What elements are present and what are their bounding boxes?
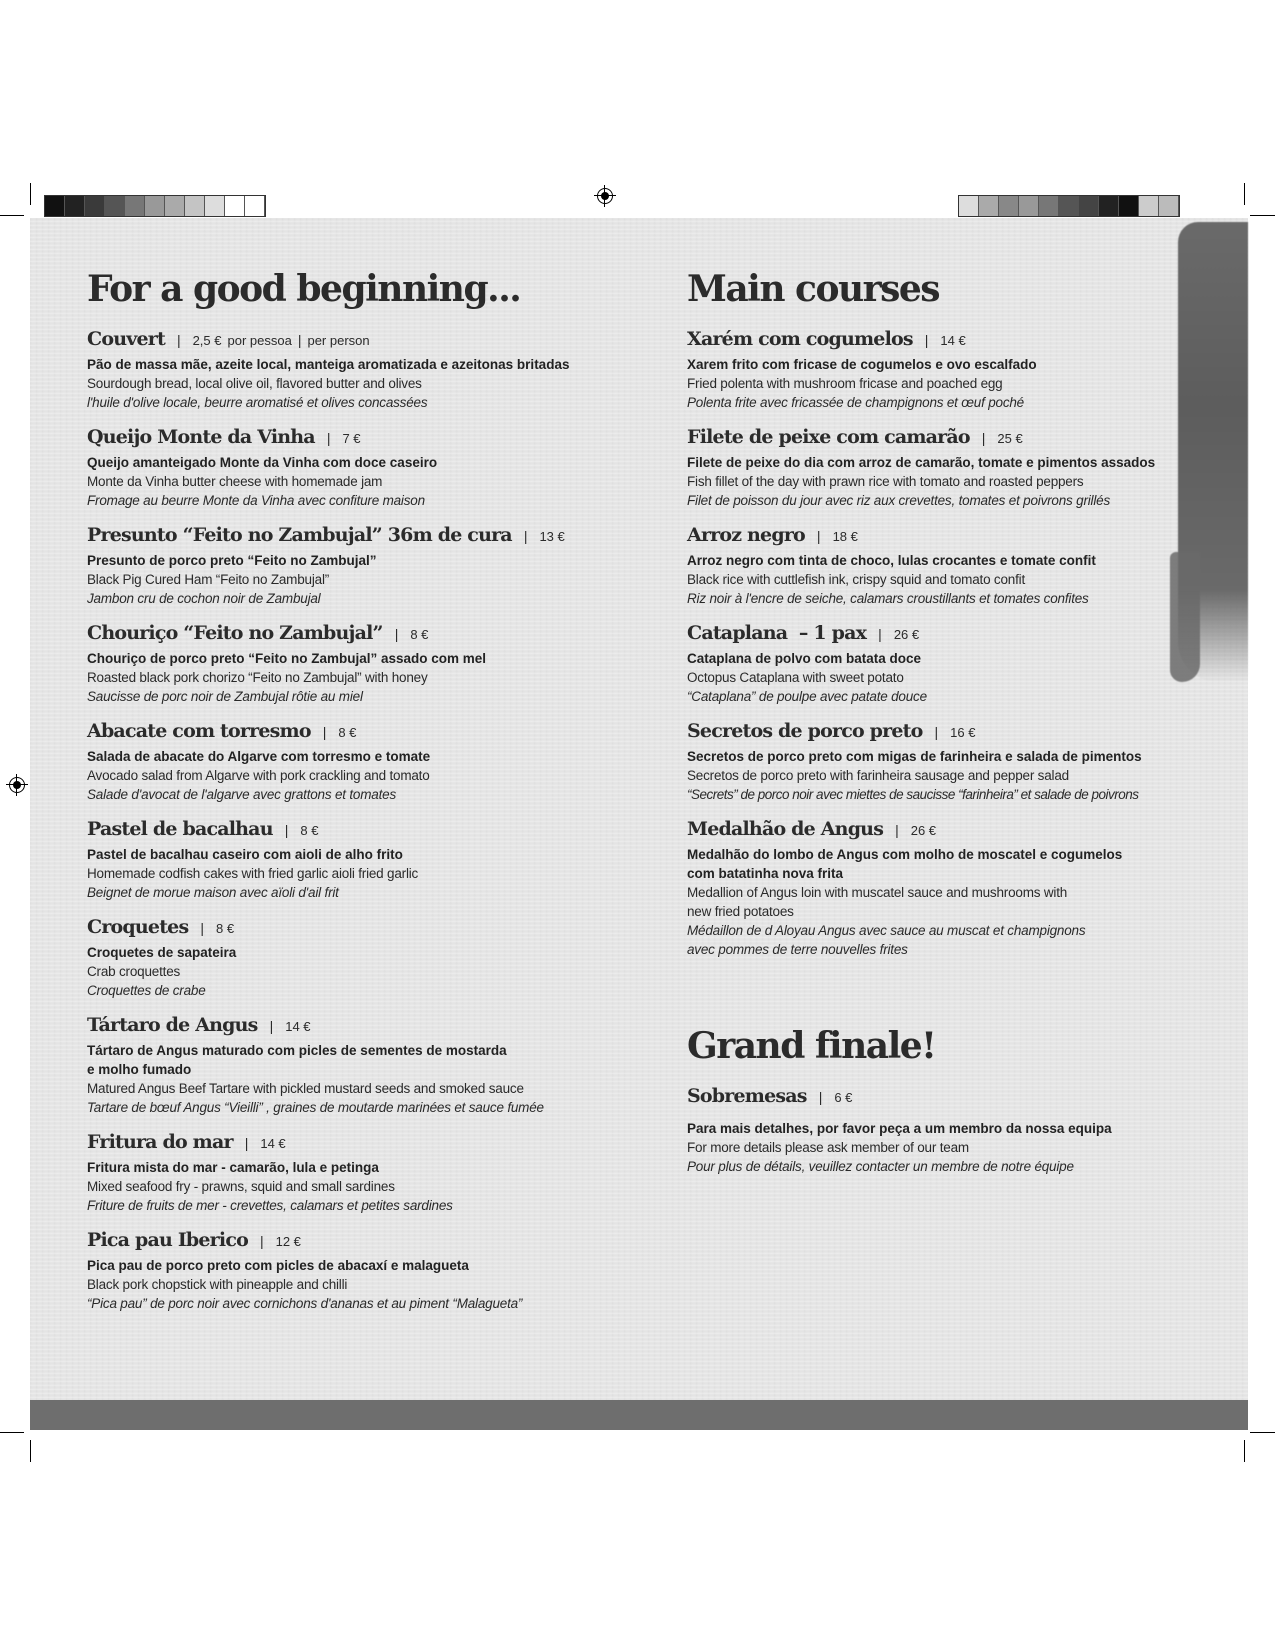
item-name: Cataplana – 1 pax <box>687 622 867 644</box>
item-name: Queijo Monte da Vinha <box>87 426 315 448</box>
crop-mark <box>1250 215 1275 216</box>
menu-item <box>687 818 1207 959</box>
description-en: Crab croquettes <box>87 964 181 979</box>
separator: | <box>895 822 899 838</box>
item-name: Fritura do mar <box>87 1131 233 1153</box>
menu-item <box>87 622 647 706</box>
menu-item <box>87 1229 647 1313</box>
menu-item <box>87 1014 647 1117</box>
description-en: Fried polenta with mushroom fricase and poached egg <box>687 376 1003 391</box>
description-pt-continued: e molho fumado <box>87 1062 192 1077</box>
item-price: 12 € <box>275 1234 301 1249</box>
description-fr: Pour plus de détails, veuillez contacter un membre de notre équipe <box>687 1159 1074 1174</box>
description-pt: Secretos de porco preto com migas de farinheira e salada de pimentos <box>687 749 1142 764</box>
description-pt-continued: com batatinha nova frita <box>687 866 844 881</box>
description-pt: Queijo amanteigado Monte da Vinha com doce caseiro <box>87 455 438 470</box>
description-en: Medallion of Angus loin with muscatel sauce and mushrooms with <box>687 885 1068 900</box>
separator: | <box>269 1018 274 1034</box>
description-pt: Fritura mista do mar - camarão, lula e petinga <box>87 1160 379 1175</box>
crop-mark <box>30 183 31 205</box>
description-fr: Salade d'avocat de l'algarve avec grattons et tomates <box>87 787 396 802</box>
item-price: 26 € <box>893 627 920 642</box>
description-en: Avocado salad from Algarve with pork crackling and tomato <box>87 768 430 783</box>
description-en: Matured Angus Beef Tartare with pickled mustard seeds and smoked sauce <box>87 1081 524 1096</box>
description-pt: Chouriço de porco preto “Feito no Zambujal” assado com mel <box>87 651 487 666</box>
item-name: Presunto “Feito no Zambujal” 36m de cura <box>87 524 512 546</box>
separator: | <box>176 332 181 348</box>
crop-mark <box>0 1432 24 1433</box>
description-pt: Presunto de porco preto “Feito no Zambujal” <box>87 553 377 568</box>
separator: | <box>523 528 528 544</box>
section-heading-main-courses: Main courses <box>687 268 940 310</box>
item-name: Xarém com cogumelos <box>687 328 913 350</box>
item-price: 18 € <box>832 529 858 544</box>
description-fr: “Cataplana” de poulpe avec patate douce <box>687 689 927 704</box>
separator: | <box>981 430 986 446</box>
description-fr: Fromage au beurre Monte da Vinha avec confiture maison <box>87 493 425 508</box>
item-name: Filete de peixe com camarão <box>687 426 970 448</box>
item-price: 14 € <box>260 1136 286 1151</box>
menu-item <box>687 1085 1207 1176</box>
menu-item <box>87 818 647 902</box>
description-en: Mixed seafood fry - prawns, squid and small sardines <box>87 1179 395 1194</box>
item-price: 6 € <box>834 1090 853 1105</box>
description-fr: Riz noir à l'encre de seiche, calamars croustillants et tomates confites <box>687 591 1089 606</box>
description-fr: l'huile d'olive locale, beurre aromatisé et olives concassées <box>87 395 428 410</box>
description-fr: Tartare de bœuf Angus “Vieilli” , graines de moutarde marinées et sauce fumée <box>87 1100 544 1115</box>
description-fr: Médaillon de d Aloyau Angus avec sauce au muscat et champignons <box>687 923 1086 938</box>
crop-mark <box>1244 1440 1245 1462</box>
separator: | <box>259 1233 264 1249</box>
price-unit-en: per person <box>307 333 370 348</box>
separator: | <box>818 1089 823 1105</box>
description-fr: Croquettes de crabe <box>87 983 206 998</box>
description-fr: Polenta frite avec fricassée de champignons et œuf poché <box>687 395 1024 410</box>
description-fr: Filet de poisson du jour avec riz aux crevettes, tomates et poivrons grillés <box>687 493 1111 508</box>
item-name: Arroz negro <box>687 524 805 546</box>
item-name: Pastel de bacalhau <box>87 818 273 840</box>
menu-item <box>687 622 1207 706</box>
description-en: Black Pig Cured Ham “Feito no Zambujal” <box>87 572 330 587</box>
crop-mark <box>1250 1432 1275 1433</box>
description-pt: Salada de abacate do Algarve com torresmo e tomate <box>87 749 431 764</box>
separator: | <box>322 724 327 740</box>
item-price: 13 € <box>539 529 565 544</box>
separator: | <box>816 528 821 544</box>
description-pt: Cataplana de polvo com batata doce <box>687 651 922 666</box>
description-fr: Jambon cru de cochon noir de Zambujal <box>87 591 321 606</box>
item-name: Chouriço “Feito no Zambujal” <box>87 622 383 644</box>
separator: | <box>297 332 302 348</box>
description-fr: “Secrets” de porco noir avec miettes de saucisse “farinheira” et salade de poivrons <box>687 787 1139 802</box>
description-en: Secretos de porco preto with farinheira sausage and pepper salad <box>687 768 1069 783</box>
registration-mark-top <box>597 188 613 204</box>
item-price: 2,5 € <box>192 333 222 348</box>
description-en: For more details please ask member of our team <box>687 1140 969 1155</box>
description-pt: Para mais detalhes, por favor peça a um membro da nossa equipa <box>687 1121 1112 1136</box>
color-calibration-bar-right <box>958 195 1180 217</box>
description-pt: Xarem frito com fricase de cogumelos e ovo escalfado <box>687 357 1037 372</box>
description-fr: “Pica pau” de porc noir avec cornichons d'ananas et au piment “Malagueta” <box>87 1296 523 1311</box>
item-price: 7 € <box>342 431 361 446</box>
separator: | <box>394 626 399 642</box>
separator: | <box>326 430 331 446</box>
item-price: 16 € <box>950 725 976 740</box>
separator: | <box>934 724 939 740</box>
menu-item <box>87 1131 647 1215</box>
menu-page <box>30 218 1248 1430</box>
item-price: 14 € <box>940 333 966 348</box>
description-en-continued: new fried potatoes <box>687 904 794 919</box>
description-pt: Pastel de bacalhau caseiro com aioli de alho frito <box>87 847 403 862</box>
separator: | <box>200 920 204 936</box>
description-en: Octopus Cataplana with sweet potato <box>687 670 904 685</box>
footer-bar <box>30 1400 1248 1430</box>
starters-column <box>87 268 647 1327</box>
main-courses-column <box>687 268 1207 1190</box>
crop-mark <box>1244 183 1245 205</box>
crop-mark <box>0 215 24 216</box>
description-en: Black pork chopstick with pineapple and chilli <box>87 1277 348 1292</box>
item-name: Croquetes <box>87 916 189 938</box>
item-name: Tártaro de Angus <box>87 1014 258 1036</box>
price-unit-pt: por pessoa <box>227 333 292 348</box>
description-pt: Croquetes de sapateira <box>87 945 237 960</box>
item-name: Sobremesas <box>687 1085 807 1107</box>
menu-item <box>87 524 647 608</box>
description-en: Monte da Vinha butter cheese with homemade jam <box>87 474 383 489</box>
description-en: Homemade codfish cakes with fried garlic aioli fried garlic <box>87 866 419 881</box>
registration-mark-left <box>9 777 25 793</box>
menu-item <box>87 916 647 1000</box>
item-name: Medalhão de Angus <box>687 818 884 840</box>
item-name: Pica pau Iberico <box>87 1229 248 1251</box>
separator: | <box>924 332 929 348</box>
menu-item <box>687 720 1207 804</box>
description-pt: Arroz negro com tinta de choco, lulas crocantes e tomate confit <box>687 553 1096 568</box>
item-price: 8 € <box>410 627 429 642</box>
separator: | <box>284 822 289 838</box>
item-name: Couvert <box>87 328 165 350</box>
item-price: 8 € <box>338 725 357 740</box>
menu-item <box>687 328 1207 412</box>
item-name: Abacate com torresmo <box>87 720 311 742</box>
item-price: 25 € <box>997 431 1023 446</box>
description-en: Fish fillet of the day with prawn rice with tomato and roasted peppers <box>687 474 1084 489</box>
description-fr: Friture de fruits de mer - crevettes, calamars et petites sardines <box>87 1198 453 1213</box>
description-en: Black rice with cuttlefish ink, crispy squid and tomato confit <box>687 572 1026 587</box>
description-fr: Saucisse de porc noir de Zambujal rôtie au miel <box>87 689 363 704</box>
menu-item <box>687 524 1207 608</box>
description-pt: Pão de massa mãe, azeite local, manteiga aromatizada e azeitonas britadas <box>87 357 570 372</box>
description-en: Sourdough bread, local olive oil, flavored butter and olives <box>87 376 422 391</box>
menu-item <box>87 426 647 510</box>
description-pt: Medalhão do lombo de Angus com molho de moscatel e cogumelos <box>687 847 1123 862</box>
item-price: 8 € <box>300 823 319 838</box>
crop-mark <box>30 1440 31 1462</box>
section-heading-starters: For a good beginning... <box>87 268 521 310</box>
description-fr: Beignet de morue maison avec aïoli d'ail frit <box>87 885 339 900</box>
menu-item <box>87 720 647 804</box>
item-price: 14 € <box>285 1019 311 1034</box>
description-pt: Filete de peixe do dia com arroz de camarão, tomate e pimentos assados <box>687 455 1156 470</box>
color-calibration-bar-left <box>44 195 266 217</box>
description-pt: Tártaro de Angus maturado com picles de sementes de mostarda <box>87 1043 507 1058</box>
section-heading-grand-finale: Grand finale! <box>687 1025 936 1067</box>
item-price: 26 € <box>910 823 937 838</box>
item-price: 8 € <box>216 921 235 936</box>
description-pt: Pica pau de porco preto com picles de abacaxí e malagueta <box>87 1258 469 1273</box>
separator: | <box>244 1135 249 1151</box>
item-name: Secretos de porco preto <box>687 720 923 742</box>
menu-item <box>87 328 647 412</box>
menu-item <box>687 426 1207 510</box>
description-en: Roasted black pork chorizo “Feito no Zambujal” with honey <box>87 670 428 685</box>
separator: | <box>878 626 882 642</box>
description-fr-continued: avec pommes de terre nouvelles frites <box>687 942 908 957</box>
